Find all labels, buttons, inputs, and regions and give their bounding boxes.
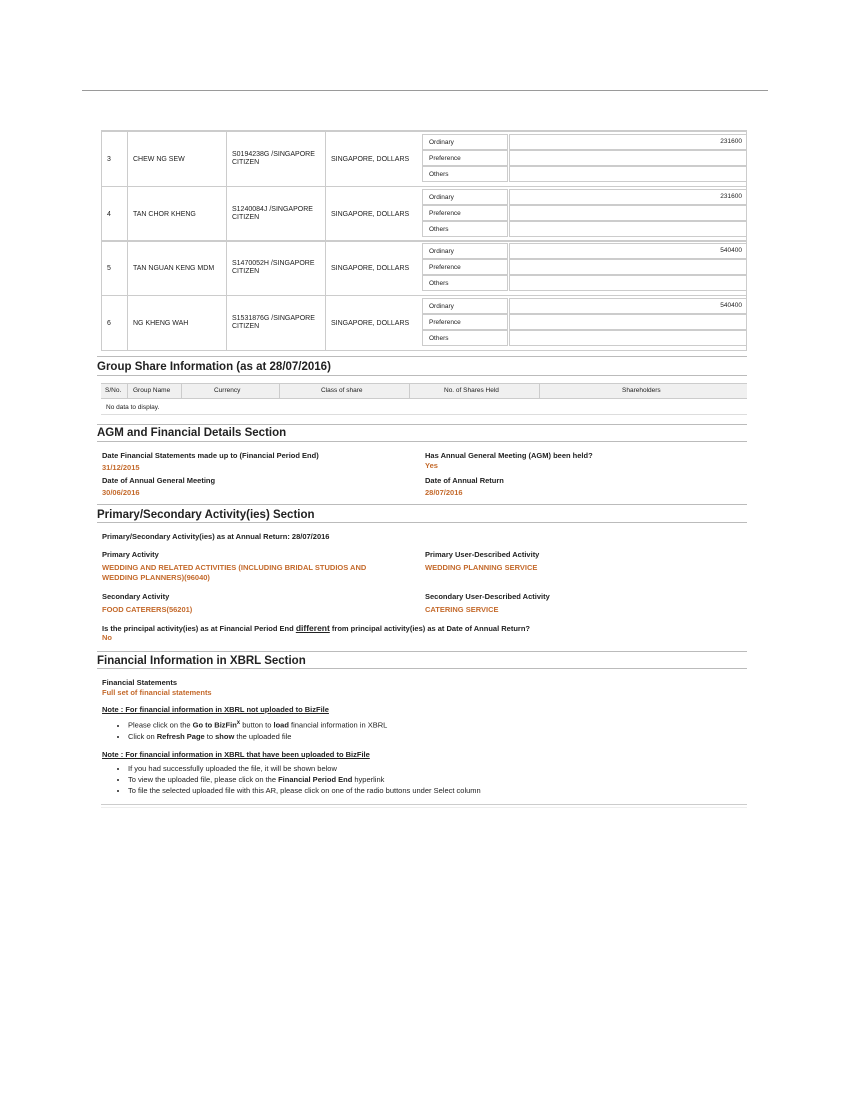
share-class-cell: Others	[422, 166, 508, 182]
share-amount-cell: 540400	[509, 243, 747, 259]
section-divider	[97, 651, 747, 652]
header-shareholders: Shareholders	[622, 387, 661, 394]
agm-held-value: Yes	[425, 461, 438, 470]
share-amount-cell: 231600	[509, 189, 747, 205]
row-number: 6	[101, 296, 127, 350]
share-amount-cell	[509, 259, 747, 275]
secondary-user-label: Secondary User-Described Activity	[425, 592, 550, 601]
share-class-cell: Ordinary	[422, 189, 508, 205]
table-row	[101, 186, 747, 242]
list-item: • If you had successfully uploaded the file, it will be shown below	[128, 763, 481, 774]
shareholder-id: S1470052H /SINGAPORE CITIZEN	[226, 241, 325, 295]
share-class-cell: Others	[422, 330, 508, 346]
row-number: 5	[101, 241, 127, 295]
primary-activity-value-2: WEDDING PLANNERS)(96040)	[102, 573, 210, 582]
primary-user-value: WEDDING PLANNING SERVICE	[425, 563, 538, 572]
shareholder-id: S1531876G /SINGAPORE CITIZEN	[226, 296, 325, 350]
section-divider	[97, 424, 747, 425]
financial-statements-value: Full set of financial statements	[102, 688, 212, 697]
not-uploaded-list	[118, 718, 387, 742]
ar-date-label: Date of Annual Return	[425, 476, 504, 485]
secondary-activity-value: FOOD CATERERS(56201)	[102, 605, 193, 614]
shareholder-currency: SINGAPORE, DOLLARS	[325, 241, 422, 295]
bottom-rule	[101, 804, 747, 808]
group-share-title: Group Share Information (as at 28/07/2016)	[97, 361, 331, 373]
row-number: 3	[101, 132, 127, 186]
xbrl-title: Financial Information in XBRL Section	[97, 655, 306, 667]
primary-user-label: Primary User-Described Activity	[425, 550, 540, 559]
secondary-activity-label: Secondary Activity	[102, 592, 170, 601]
shareholder-name: NG KHENG WAH	[127, 296, 226, 350]
section-divider	[97, 668, 747, 669]
section-divider	[97, 375, 747, 376]
note-uploaded: Note : For financial information in XBRL that have been uploaded to BizFile	[102, 750, 370, 759]
section-divider	[97, 522, 747, 523]
share-amount-cell: 540400	[509, 298, 747, 314]
shareholder-name: CHEW NG SEW	[127, 132, 226, 186]
shareholder-currency: SINGAPORE, DOLLARS	[325, 187, 422, 241]
shareholder-id: S1240084J /SINGAPORE CITIZEN	[226, 187, 325, 241]
no-data-text: No data to display.	[106, 404, 160, 411]
share-class-cell: Others	[422, 275, 508, 291]
go-to-bizfin-button-ref: Go to BizFin	[192, 720, 237, 730]
primary-activity-value-1: WEDDING AND RELATED ACTIVITIES (INCLUDING BRIDAL STUDIOS AND	[102, 563, 367, 572]
share-amount-cell	[509, 330, 747, 346]
primary-activity-label: Primary Activity	[102, 550, 159, 559]
list-item: • To file the selected uploaded file with this AR, please click on one of the radio buttons under Select column	[128, 785, 481, 796]
activity-subtitle: Primary/Secondary Activity(ies) as at Annual Return: 28/07/2016	[102, 532, 330, 541]
agm-title: AGM and Financial Details Section	[97, 427, 287, 439]
share-amount-cell	[509, 221, 747, 237]
header-rule	[82, 90, 768, 91]
uploaded-list	[118, 763, 481, 796]
fs-period-value: 31/12/2015	[102, 463, 140, 472]
group-share-header	[101, 383, 747, 399]
table-bottom-rule	[101, 414, 747, 415]
secondary-user-value: CATERING SERVICE	[425, 605, 499, 614]
note-not-uploaded: Note : For financial information in XBRL not uploaded to BizFile	[102, 705, 329, 714]
share-amount-cell	[509, 314, 747, 330]
share-class-cell: Preference	[422, 259, 508, 275]
table-row	[101, 240, 747, 296]
header-shares-held: No. of Shares Held	[444, 387, 499, 394]
question-emphasis: different	[295, 623, 330, 633]
shareholder-id: S0194238G /SINGAPORE CITIZEN	[226, 132, 325, 186]
row-number: 4	[101, 187, 127, 241]
share-class-cell: Ordinary	[422, 298, 508, 314]
fs-period-label: Date Financial Statements made up to (Financial Period End)	[102, 451, 319, 460]
shareholder-currency: SINGAPORE, DOLLARS	[325, 132, 422, 186]
header-group-name: Group Name	[133, 387, 171, 394]
ar-date-value: 28/07/2016	[425, 488, 463, 497]
list-item: • Click on Refresh Page to show the uploaded file	[128, 731, 387, 742]
agm-held-label: Has Annual General Meeting (AGM) been held?	[425, 451, 593, 460]
list-item: • Please click on the Go to BizFin$^x$ button to load financial information in XBRL	[128, 718, 387, 731]
section-divider	[97, 356, 747, 357]
financial-period-end-ref: Financial Period End	[278, 775, 353, 784]
share-class-cell: Others	[422, 221, 508, 237]
refresh-page-ref: Refresh Page	[156, 731, 205, 741]
share-amount-cell	[509, 150, 747, 166]
list-item: • To view the uploaded file, please click on the Financial Period End hyperlink	[128, 774, 481, 785]
table-top-stub	[101, 124, 747, 131]
share-class-cell: Preference	[422, 314, 508, 330]
share-class-cell: Ordinary	[422, 243, 508, 259]
share-amount-cell: 231600	[509, 134, 747, 150]
financial-statements-label: Financial Statements	[102, 678, 178, 687]
share-amount-cell	[509, 166, 747, 182]
header-class: Class of share	[321, 387, 363, 394]
shareholder-currency: SINGAPORE, DOLLARS	[325, 296, 422, 350]
section-divider	[97, 504, 747, 505]
agm-date-value: 30/06/2016	[102, 488, 140, 497]
shareholder-name: TAN NGUAN KENG MDM	[127, 241, 226, 295]
share-amount-cell	[509, 275, 747, 291]
header-currency: Currency	[214, 387, 241, 394]
activity-answer: No	[102, 633, 112, 642]
activity-title: Primary/Secondary Activity(ies) Section	[97, 509, 315, 521]
shareholder-name: TAN CHOR KHENG	[127, 187, 226, 241]
agm-date-label: Date of Annual General Meeting	[102, 476, 216, 485]
activity-question: Is the principal activity(ies) as at Financial Period End different from principal activity(ies) as at Date of Annual Return?	[102, 623, 530, 633]
share-class-cell: Ordinary	[422, 134, 508, 150]
share-class-cell: Preference	[422, 205, 508, 221]
header-sno: S/No.	[105, 387, 122, 394]
share-amount-cell	[509, 205, 747, 221]
table-row	[101, 295, 747, 351]
share-class-cell: Preference	[422, 150, 508, 166]
section-divider	[97, 441, 747, 442]
table-row	[101, 131, 747, 187]
